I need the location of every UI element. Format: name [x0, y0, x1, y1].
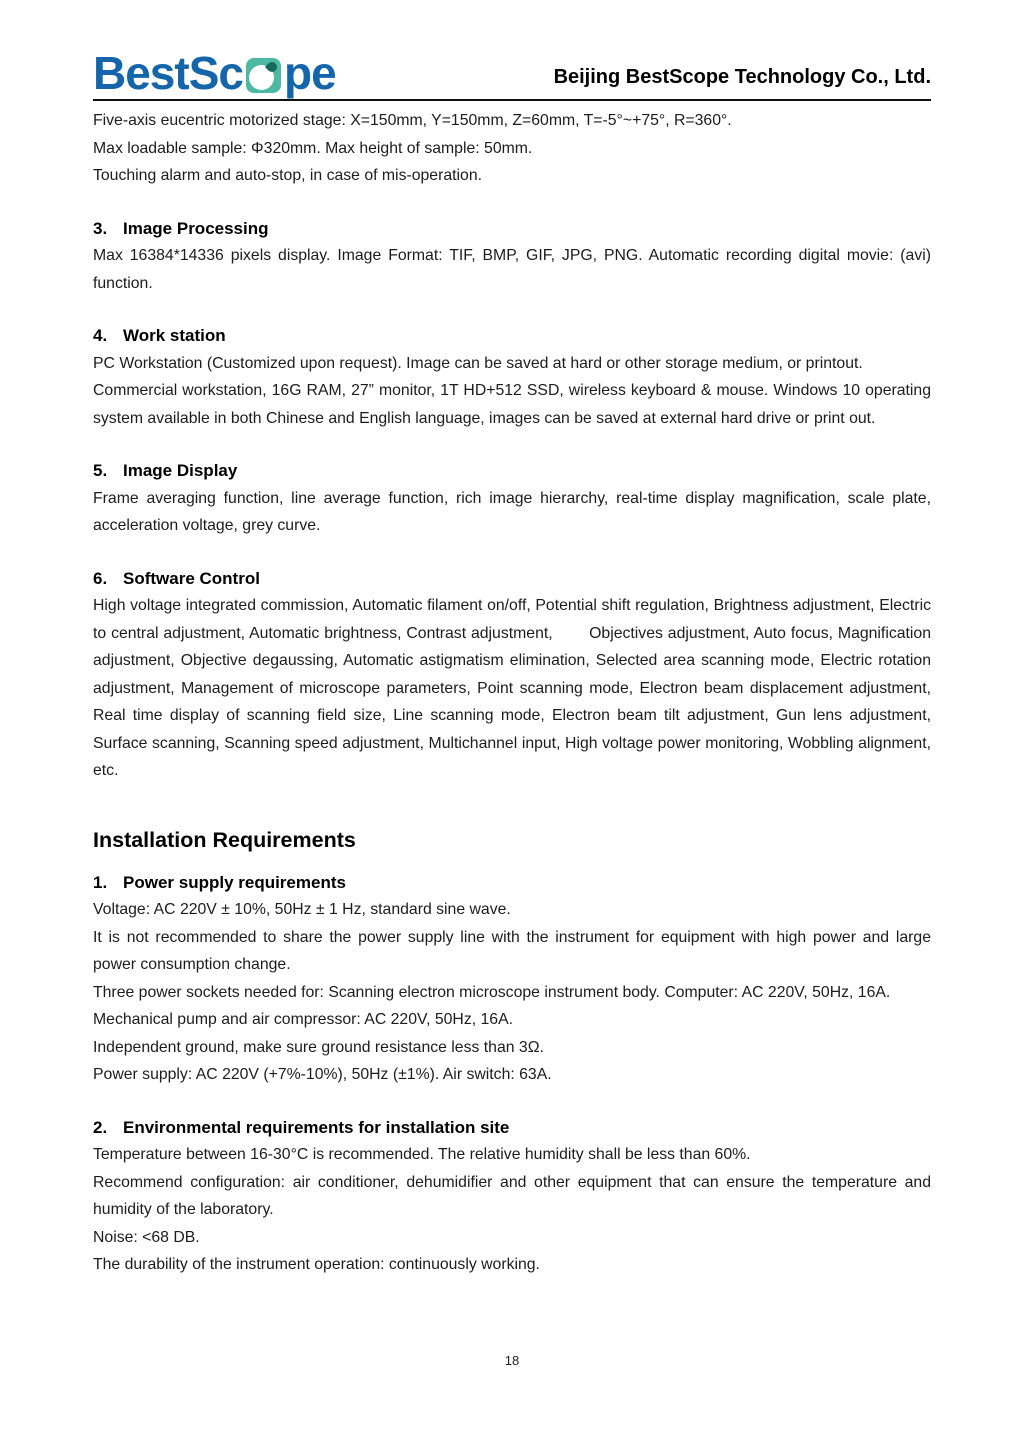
- section-paragraph: Frame averaging function, line average function, rich image hierarchy, real-time display magnification, scale plate, acceleration voltage, grey curve.: [93, 489, 931, 534]
- document-content: [93, 101, 931, 1279]
- page-header: [93, 47, 931, 101]
- logo-text-right: pe: [283, 47, 336, 99]
- section-paragraph: Commercial workstation, 16G RAM, 27” monitor, 1T HD+512 SSD, wireless keyboard & mouse. Windows 10 operating system available in both Chinese and English language, images can be saved at external hard drive or print out.: [93, 382, 931, 427]
- section-heading: [93, 457, 931, 485]
- intro-line: Max loadable sample: Φ320mm. Max height of sample: 50mm.: [93, 139, 533, 157]
- subsection-power-supply: [93, 869, 931, 1089]
- section-image-processing: [93, 215, 931, 298]
- section-software-control: [93, 565, 931, 785]
- page-number: 18: [504, 1353, 520, 1368]
- intro-line: Five-axis eucentric motorized stage: X=150mm, Y=150mm, Z=60mm, T=-5°~+75°, R=360°.: [93, 112, 732, 129]
- section-image-display: [93, 457, 931, 540]
- subsection-title: Environmental requirements for installation site: [123, 1117, 510, 1137]
- subsection-paragraph: It is not recommended to share the power supply line with the instrument for equipment with high power and large power consumption change.: [93, 928, 931, 973]
- section-heading: [93, 215, 931, 243]
- logo-text-left: BestSc: [93, 47, 243, 99]
- subsection-paragraph: Independent ground, make sure ground resistance less than 3Ω.: [93, 1038, 544, 1056]
- subsection-heading: [93, 1114, 931, 1142]
- subsection-paragraph: Three power sockets needed for: Scanning electron microscope instrument body. Computer: AC 220V, 50Hz, 16A.: [93, 983, 891, 1001]
- section-paragraph: High voltage integrated commission, Automatic filament on/off, Potential shift regulation, Brightness adjustment, Electric to central adjustment, Automatic brightness, Contrast adjustment, Objectives adjustment, Auto focus, Magnification adjustment, Objective degaussing, Automatic astigmatism elimination, Selected area scanning mode, Electric rotation adjustment, Management of microscope parameters, Point scanning mode, Electron beam displacement adjustment, Real time display of scanning field size, Line scanning mode, Electron beam tilt adjustment, Gun lens adjustment, Surface scanning, Scanning speed adjustment, Multichannel input, High voltage power monitoring, Wobbling alignment, etc.: [93, 597, 931, 779]
- section-title: Image Processing: [123, 218, 269, 238]
- section-paragraph: PC Workstation (Customized upon request). Image can be saved at hard or other storage medium, or printout.: [93, 354, 863, 372]
- subsection-paragraph: Temperature between 16-30°C is recommended. The relative humidity shall be less than 60%.: [93, 1146, 751, 1163]
- subsection-paragraph: Recommend configuration: air conditioner, dehumidifier and other equipment that can ensure the temperature and humidity of the laboratory.: [93, 1173, 931, 1218]
- section-paragraph: Max 16384*14336 pixels display. Image Format: TIF, BMP, GIF, JPG, PNG. Automatic recording digital movie: (avi) function.: [93, 247, 931, 292]
- bestscope-logo: [93, 47, 336, 99]
- subsection-environmental: [93, 1114, 931, 1279]
- section-title: Work station: [123, 326, 226, 345]
- section-work-station: [93, 322, 931, 432]
- logo-lens-icon: [246, 58, 281, 93]
- section-heading: [93, 565, 931, 593]
- section-heading: [93, 322, 931, 350]
- section-number: 5.: [93, 461, 108, 480]
- subsection-number: 2.: [93, 1117, 108, 1137]
- section-number: 3.: [93, 218, 108, 238]
- subsection-paragraph: Mechanical pump and air compressor: AC 220V, 50Hz, 16A.: [93, 1011, 514, 1028]
- subsection-number: 1.: [93, 872, 108, 892]
- intro-block: [93, 107, 931, 190]
- subsection-title: Power supply requirements: [123, 872, 346, 892]
- section-title: Image Display: [123, 461, 238, 480]
- section-number: 6.: [93, 568, 108, 588]
- subsection-paragraph: Power supply: AC 220V (+7%-10%), 50Hz (±1%). Air switch: 63A.: [93, 1066, 552, 1083]
- section-title: Software Control: [123, 568, 260, 588]
- subsection-paragraph: Voltage: AC 220V ± 10%, 50Hz ± 1 Hz, standard sine wave.: [93, 901, 511, 918]
- subsection-heading: [93, 869, 931, 897]
- installation-requirements-title: Installation Requirements: [93, 827, 356, 852]
- intro-line: Touching alarm and auto-stop, in case of mis-operation.: [93, 167, 482, 184]
- subsection-paragraph: The durability of the instrument operation: continuously working.: [93, 1256, 540, 1273]
- subsection-paragraph: Noise: <68 DB.: [93, 1228, 200, 1246]
- company-name: Beijing BestScope Technology Co., Ltd.: [553, 66, 931, 88]
- section-number: 4.: [93, 326, 108, 345]
